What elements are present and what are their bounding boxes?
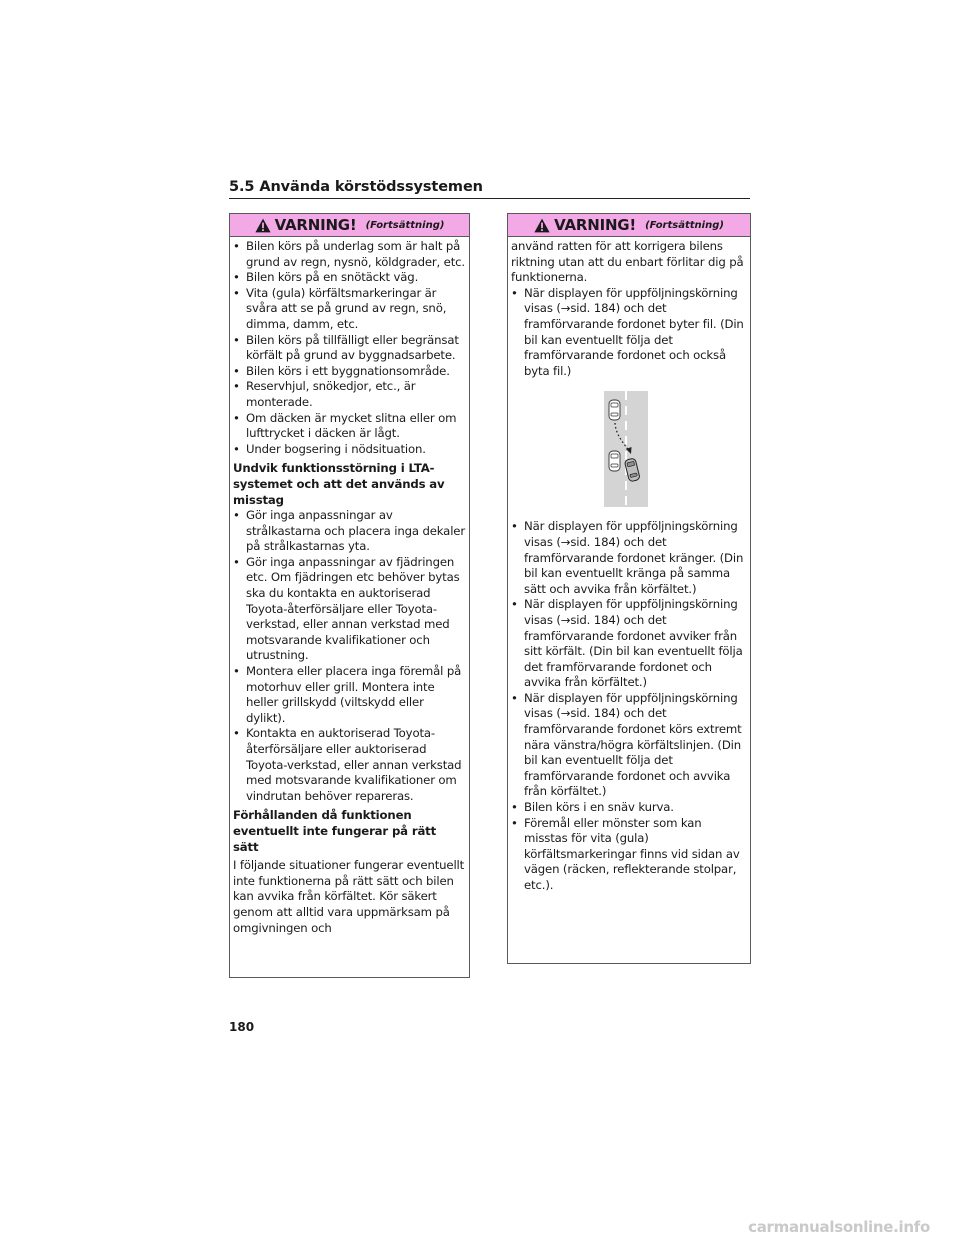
section-header: 5.5 Använda körstödssystemen [229,179,483,195]
subheading-conditions: Förhållanden då funktionen eventuellt inte fungerar på rätt sätt [233,808,437,854]
lane-change-illustration [604,391,648,507]
list-item: • Bilen körs i en snäv kurva. [511,800,746,816]
paragraph-situations: I följande situationer fungerar eventuellt inte funktionerna på rätt sätt och bilen kan avvika från körfältet. Kör säkert genom att alltid vara uppmärksam på omgivningen och [233,858,465,935]
list-item: • När displayen för uppföljningskörning visas (→sid. 184) och det framförvarande fordonet körs extremt nära vänstra/högra körfältslinjen. (Din bil kan eventuellt följa det framförvarande fordonet och avvika från körfältet.) [511,691,746,800]
warning-triangle-icon [255,218,271,233]
list-item: • Bilen körs i ett byggnationsområde. [233,364,465,380]
warning-triangle-icon [534,218,550,233]
list-item: • När displayen för uppföljningskörning visas (→sid. 184) och det framförvarande fordonet byter fil. (Din bil kan eventuellt följa det framförvarande fordonet och också byta fil.) [511,286,746,380]
warning-box-left [229,213,470,978]
header-rule [229,198,750,199]
list-item: • Om däcken är mycket slitna eller om lufttrycket i däcken är lågt. [233,411,465,442]
list-item: • Bilen körs på en snötäckt väg. [233,270,465,286]
right-bullet-list-2 [511,519,746,893]
list-item: • Montera eller placera inga föremål på motorhuv eller grill. Montera inte heller grillskydd (viltskydd eller dylikt). [233,664,465,726]
list-item: • Gör inga anpassningar av strålkastarna och placera inga dekaler på strålkastarnas yta. [233,508,465,555]
list-item: • Reservhjul, snökedjor, etc., är monterade. [233,379,465,410]
list-item: • Kontakta en auktoriserad Toyota-återförsäljare eller auktoriserad Toyota-verkstad, eller annan verkstad med motsvarande kvalifikationer om vindrutan behöver repareras. [233,726,465,804]
warning-box-header [230,214,469,237]
warning-subtitle: (Fortsättning) [645,219,724,231]
left-bullet-list-1 [233,239,465,457]
list-item: • När displayen för uppföljningskörning visas (→sid. 184) och det framförvarande fordonet kränger. (Din bil kan eventuellt kränga på samma sätt och avvika från körfältet.) [511,519,746,597]
list-item: • Bilen körs på tillfälligt eller begränsat körfält på grund av byggnadsarbete. [233,333,465,364]
list-item: • Gör inga anpassningar av fjädringen etc. Om fjädringen etc behöver bytas ska du kontakta en auktoriserad Toyota-återförsäljare eller Toyota-verkstad, eller annan verkstad med motsvarande kvalifikationer och utrustning. [233,555,465,664]
warning-title: VARNING! [274,216,357,234]
warning-box-header [508,214,750,237]
list-item: • Föremål eller mönster som kan misstas för vita (gula) körfältsmarkeringar finns vid sidan av vägen (räcken, reflekterande stolpar, etc.). [511,816,746,894]
list-item: • Under bogsering i nödsituation. [233,442,465,458]
warning-title: VARNING! [554,216,637,234]
subheading-avoid-malfunction: Undvik funktionsstörning i LTA-systemet och att det används av misstag [233,461,445,507]
warning-subtitle: (Fortsättning) [365,219,445,231]
leading-car-icon [609,400,620,420]
warning-box-right [507,213,751,964]
own-car-icon [609,451,620,471]
left-bullet-list-2 [233,508,465,804]
list-item: • När displayen för uppföljningskörning visas (→sid. 184) och det framförvarande fordonet avviker från sitt körfält. (Din bil kan eventuellt följa det framförvarande fordonet och avvika från körfältet.) [511,597,746,691]
page-number: 180 [229,1020,255,1034]
right-bullet-list-1 [511,286,746,380]
list-item: • Bilen körs på underlag som är halt på grund av regn, nysnö, köldgrader, etc. [233,239,465,270]
paragraph-intro: använd ratten för att korrigera bilens riktning utan att du enbart förlitar dig på funktionerna. [511,239,744,285]
list-item: • Vita (gula) körfältsmarkeringar är svåra att se på grund av regn, snö, dimma, damm, etc. [233,286,465,333]
watermark: carmanualsonline.info [748,1218,930,1236]
